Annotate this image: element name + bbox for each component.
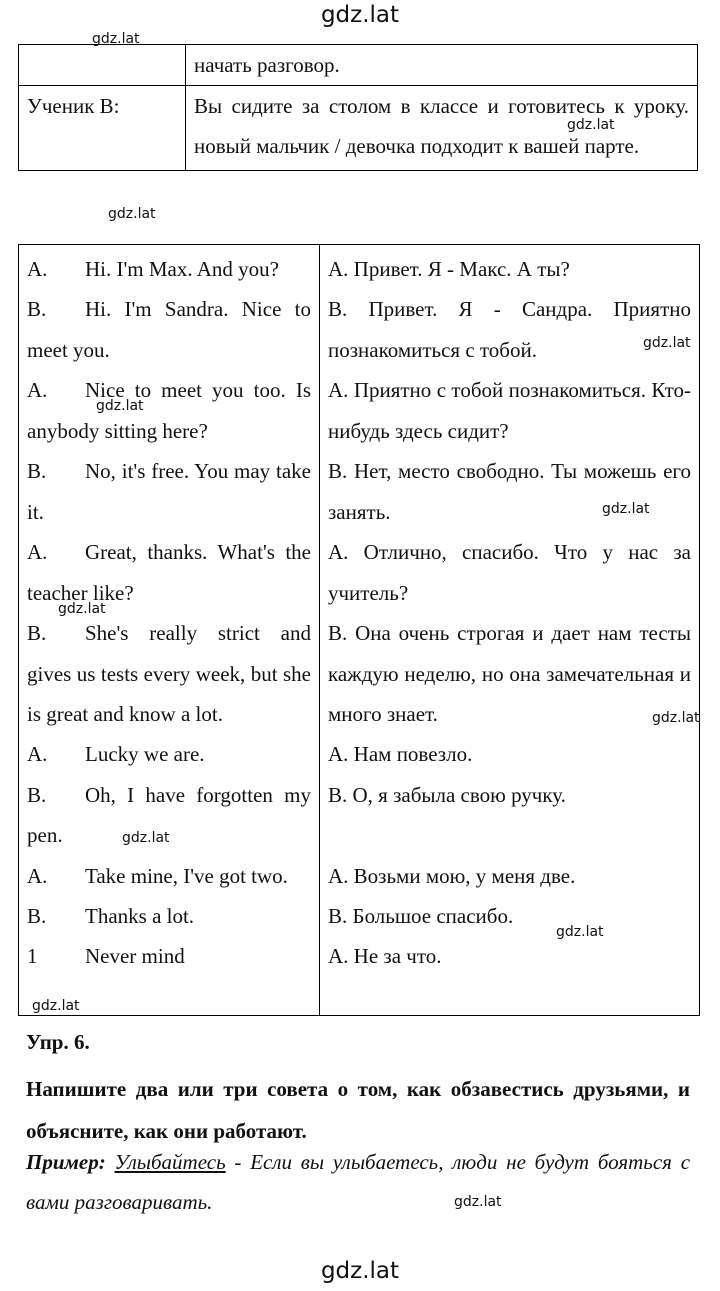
english-text: Hi. I'm Max. And you?	[85, 257, 279, 281]
speaker-label: B.	[27, 903, 47, 928]
speaker-label: A.	[27, 257, 48, 281]
english-text: She's really strict and gives us tests every week, but she is great and know a lot.	[27, 621, 311, 726]
speaker-label: B.	[27, 297, 47, 322]
watermark: gdz.lat	[602, 501, 650, 517]
watermark: gdz.lat	[567, 117, 615, 133]
watermark: gdz.lat	[643, 335, 691, 351]
speaker-label: 1	[27, 944, 38, 969]
dialogue-line-english	[27, 936, 311, 976]
dialogue-line-russian: А. Возьми мою, у меня две.	[328, 863, 576, 888]
site-footer: gdz.lat	[320, 1258, 400, 1284]
watermark: gdz.lat	[556, 924, 604, 940]
english-text: Nice to meet you too. Is anybody sitting here?	[27, 378, 311, 443]
dialogue-english-column	[19, 245, 320, 1015]
english-text: Never mind	[85, 944, 185, 969]
example-label: Пример:	[26, 1150, 106, 1174]
exercise-number: Упр. 6.	[26, 1030, 90, 1054]
table-row	[19, 45, 698, 86]
site-header: gdz.lat	[320, 2, 400, 28]
dialogue-line-english	[27, 896, 311, 936]
english-text: Take mine, I've got two.	[85, 863, 288, 888]
speaker-label: A.	[27, 378, 48, 403]
watermark: gdz.lat	[122, 830, 170, 846]
dialogue-table	[18, 244, 700, 1016]
dialogue-line-english	[27, 613, 311, 734]
speaker-label: B.	[27, 621, 47, 646]
example-text: - Если вы улыбаетесь, люди не будут бояться с вами разговаривать.	[26, 1150, 691, 1214]
dialogue-line-russian: В. О, я забыла свою ручку.	[328, 782, 566, 807]
speaker-label: B.	[27, 782, 47, 807]
dialogue-line-english	[27, 734, 311, 774]
dialogue-line-english	[27, 451, 311, 532]
speaker-label: A.	[27, 742, 48, 767]
roles-table	[18, 44, 698, 171]
dialogue-line-russian: А. Отлично, спасибо. Что у нас за учитель?	[328, 540, 691, 605]
watermark: gdz.lat	[652, 710, 700, 726]
dialogue-line-english	[27, 289, 311, 370]
english-text: Thanks a lot.	[85, 903, 195, 928]
dialogue-russian-column	[320, 245, 699, 1015]
watermark: gdz.lat	[96, 398, 144, 414]
watermark: gdz.lat	[92, 31, 140, 47]
dialogue-line-russian: В. Нет, место свободно. Ты можешь его занять.	[328, 459, 691, 524]
dialogue-line-english	[27, 370, 311, 451]
watermark: gdz.lat	[32, 998, 80, 1014]
exercise-task: Напишите два или три совета о том, как обзавестись друзьями, и объясните, как они работают.	[26, 1077, 690, 1143]
dialogue-line-russian: В. Она очень строгая и дает нам тесты каждую неделю, но она замечательная и много знает.	[328, 621, 691, 726]
example-word: Улыбайтесь	[114, 1150, 226, 1174]
watermark: gdz.lat	[454, 1194, 502, 1210]
roles-cell-text: начать разговор.	[186, 45, 698, 86]
english-text: No, it's free. You may take it.	[27, 459, 311, 524]
dialogue-line-russian: А. Привет. Я - Макс. А ты?	[328, 257, 570, 281]
speaker-label: A.	[27, 863, 48, 888]
dialogue-line-english	[27, 856, 311, 896]
dialogue-line-russian: А. Приятно с тобой познакомиться. Кто-нибудь здесь сидит?	[328, 378, 691, 443]
watermark: gdz.lat	[108, 206, 156, 222]
dialogue-line-english	[27, 249, 311, 289]
speaker-label: B.	[27, 459, 47, 484]
dialogue-line-russian: А. Нам повезло.	[328, 742, 473, 767]
english-text: Great, thanks. What's the teacher like?	[27, 540, 311, 605]
english-text: Lucky we are.	[85, 742, 205, 767]
exercise-example	[26, 1142, 690, 1222]
roles-cell-label: Ученик В:	[19, 86, 186, 171]
english-text: Hi. I'm Sandra. Nice to meet you.	[27, 297, 311, 362]
watermark: gdz.lat	[58, 601, 106, 617]
dialogue-line-russian: В. Большое спасибо.	[328, 903, 514, 928]
speaker-label: A.	[27, 540, 48, 565]
dialogue-line-russian: А. Не за что.	[328, 944, 442, 969]
english-text: Oh, I have forgotten my pen.	[27, 782, 311, 847]
dialogue-line-russian: В. Привет. Я - Сандра. Приятно познакомиться с тобой.	[328, 297, 691, 362]
roles-cell-empty	[19, 45, 186, 86]
roles-cell-text: Вы сидите за столом в классе и готовитесь к уроку. новый мальчик / девочка подходит к вашей парте.	[186, 86, 698, 171]
